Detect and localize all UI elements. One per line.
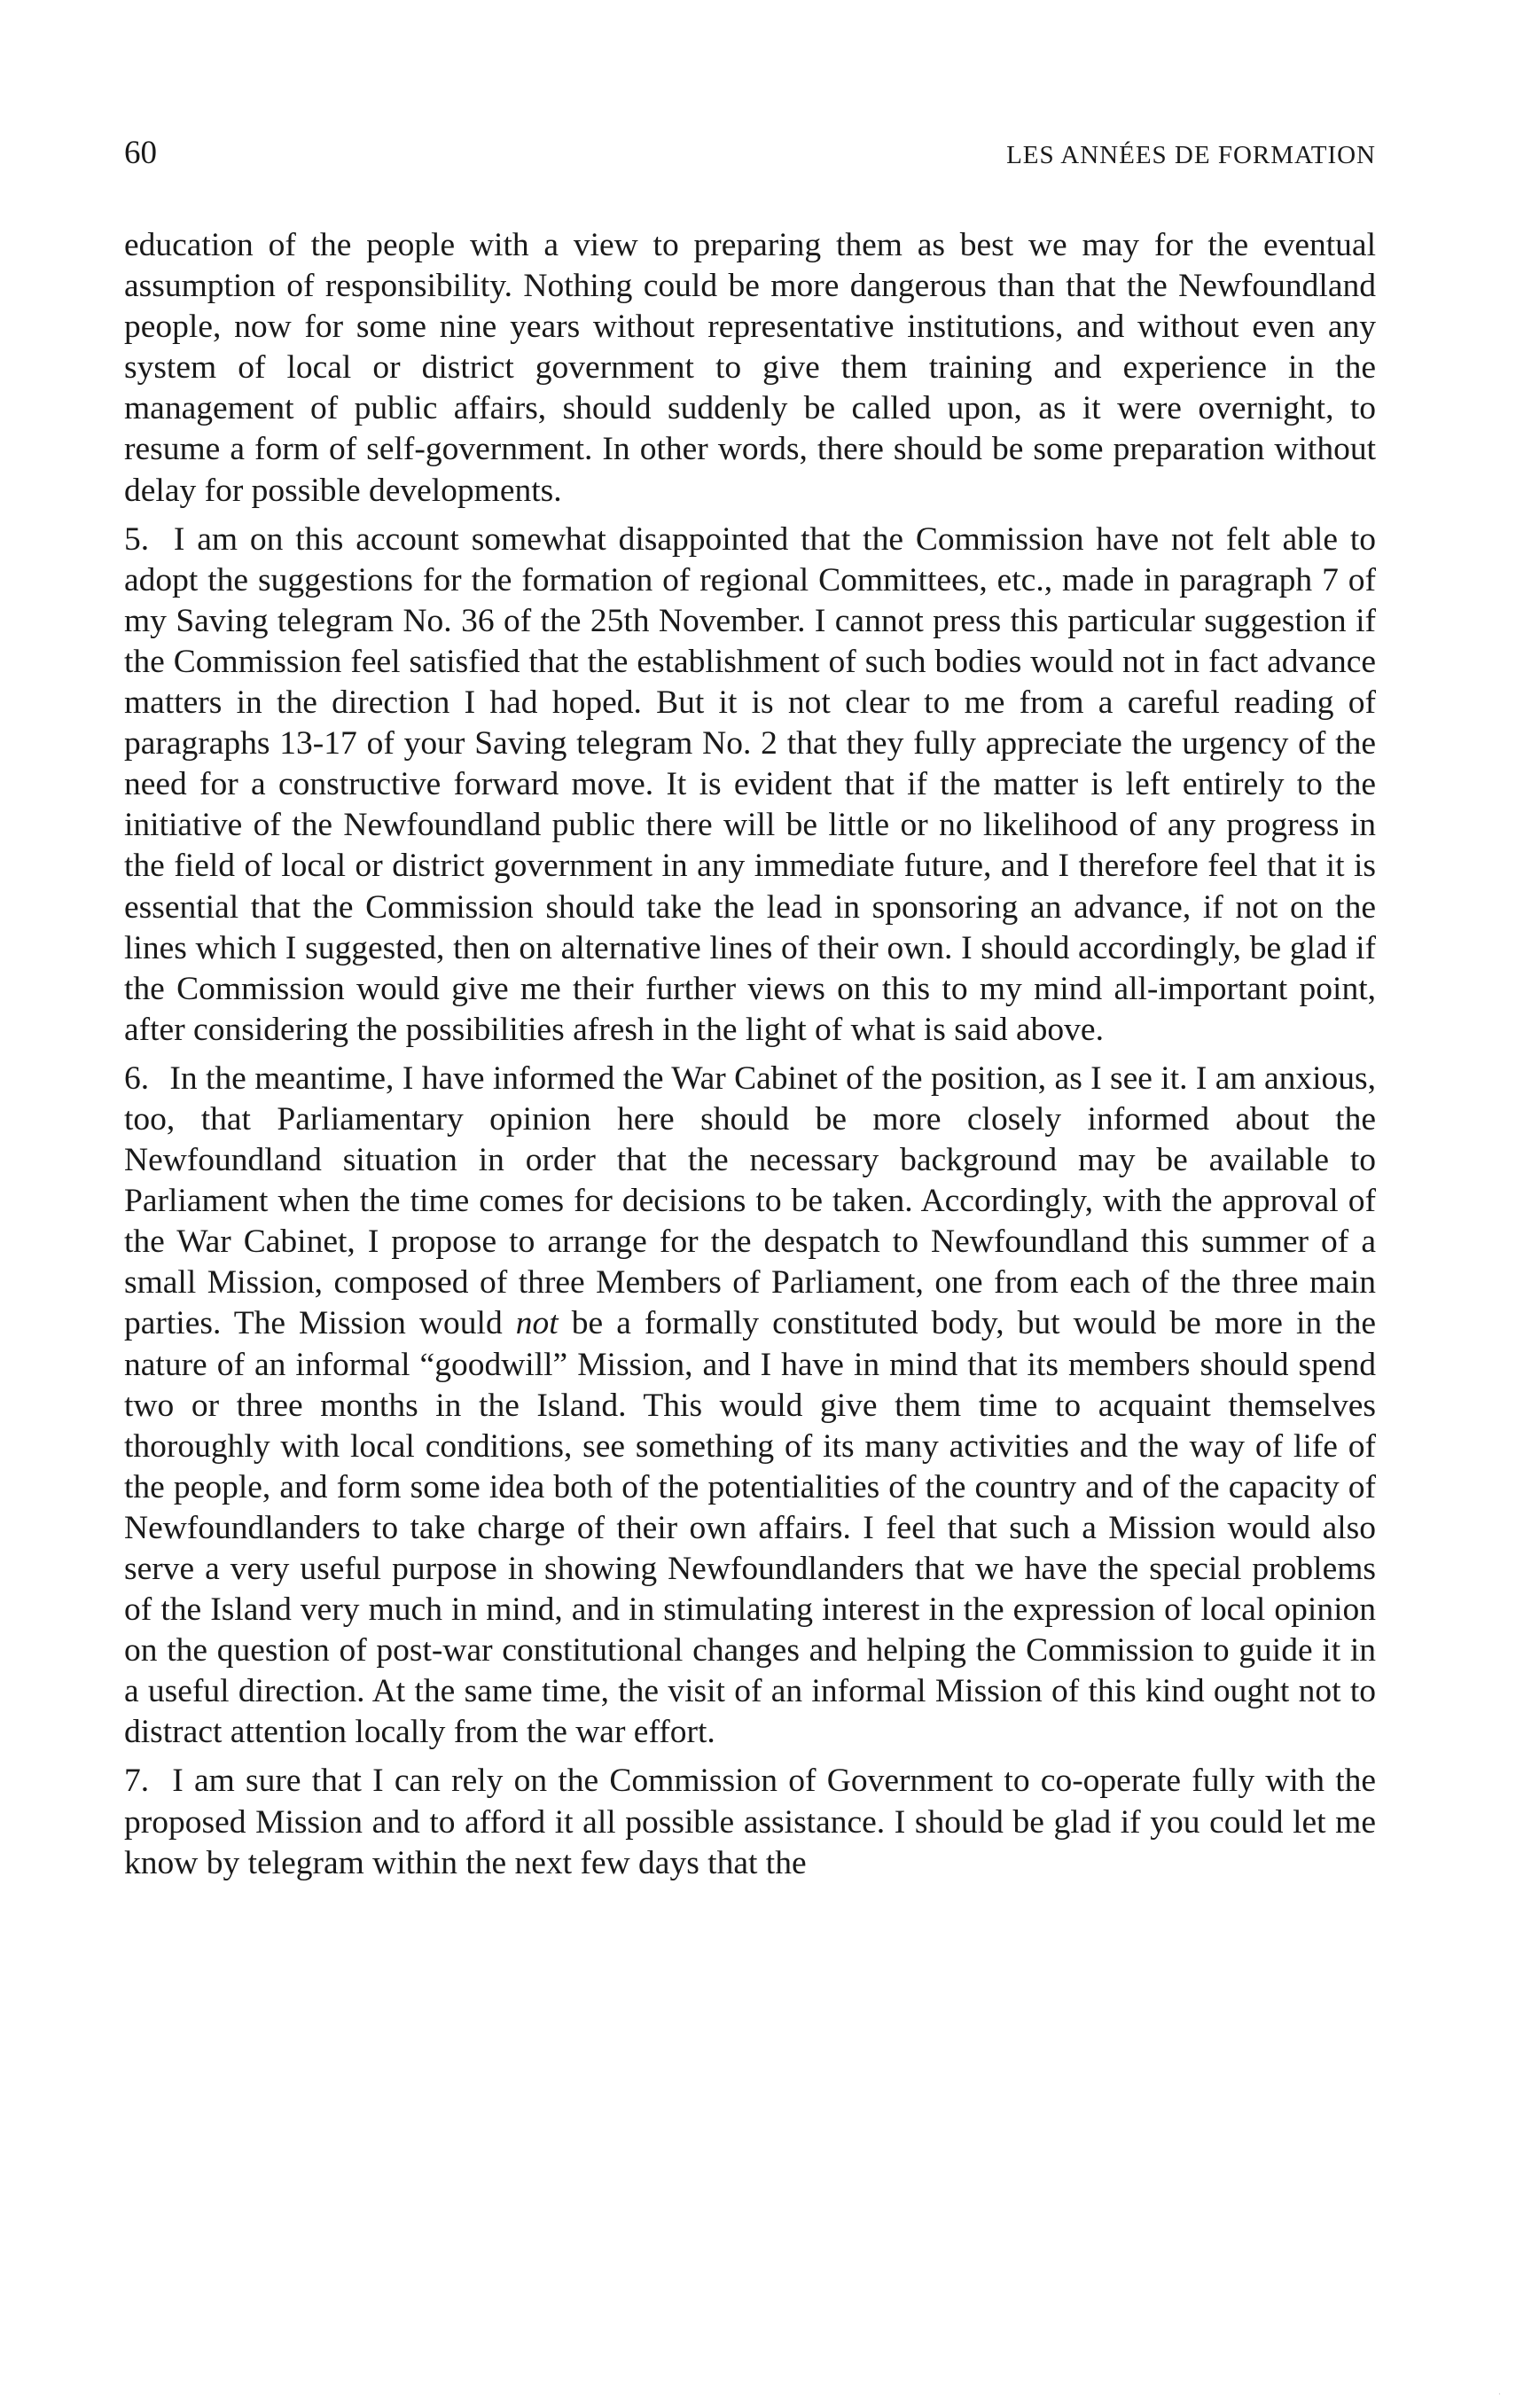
page-number: 60: [124, 135, 157, 171]
paragraph-6: [124, 1059, 1376, 1754]
emphasis-text: not: [515, 1305, 559, 1342]
paragraph-continued: [124, 225, 1376, 512]
paragraph-7: [124, 1761, 1376, 1883]
scan-mark: ·: [1498, 2390, 1501, 2398]
running-title: LES ANNÉES DE FORMATION: [1006, 141, 1376, 169]
paragraph-text: education of the people with a view to preparing them as best we may for the eventual assumption of responsibility. Nothing could be more dangerous than that the Newfoundland people, now for some nine years without representative institutions, and without even any system of local or district government to give them training and experience in the management of public affairs, should suddenly be called upon, as it were overnight, to resume a form of self-government. In other words, there should be some preparation without delay for possible developments.: [124, 227, 1376, 509]
paragraph-5: [124, 520, 1376, 1051]
paragraph-text: In the meantime, I have informed the War Cabinet of the position, as I see it. I am anxious, too, that Parliamentary opinion here should be more closely informed about the Newfoundland situation in order that the necessary background may be available to Parliament when the time comes for decisions to be taken. Accordingly, with the approval of the War Cabinet, I propose to arrange for the despatch to Newfoundland this summer of a small Mission, composed of three Members of Parliament, one from each of the three main parties. The Mission would: [124, 1059, 1377, 1342]
paragraph-number: 6.: [124, 1059, 150, 1097]
running-header: [124, 131, 1376, 176]
paragraph-text: I am sure that I can rely on the Commission of Government to co-operate fully with the proposed Mission and to afford it all possible assistance. I should be glad if you could let me know by telegram within the next few days that the: [124, 1763, 1377, 1881]
body-text: [124, 225, 1376, 1884]
paragraph-number: 5.: [124, 520, 150, 558]
paragraph-text: I am on this account somewhat disappointed that the Commission have not felt able to adopt the suggestions for the formation of regional Committees, etc., made in paragraph 7 of my Saving telegram No. 36 of the 25th November. I cannot press this particular suggestion if the Commission feel satisfied that the establishment of such bodies would not in fact advance matters in the direction I had hoped. But it is not clear to me from a careful reading of paragraphs 13-17 of your Saving telegram No. 2 that they fully appreciate the urgency of the need for a constructive forward move. It is evident that if the matter is left entirely to the initiative of the Newfoundland public there will be little or no likelihood of any progress in the field of local or district government in any immediate future, and I therefore feel that it is essential that the Commission should take the lead in sponsoring an advance, if not on the lines which I suggested, then on alternative lines of their own. I should accordingly, be glad if the Commission would give me their further views on this to my mind all-important point, after considering the possibilities afresh in the light of what is said above.: [124, 520, 1377, 1048]
paragraph-number: 7.: [124, 1763, 150, 1800]
paragraph-text-continued: be a formally constituted body, but would be more in the nature of an informal “goodwill” Mission, and I have in mind that its members should spend two or three months in the Island. This would give them time to acquaint themselves thoroughly with local conditions, see something of its many activities and the way of life of the people, and form some idea both of the potentialities of the country and of the capacity of Newfoundlanders to take charge of their own affairs. I feel that such a Mission would also serve a very useful purpose in showing Newfoundlanders that we have the special problems of the Island very much in mind, and in stimulating interest in the expression of local opinion on the question of post-war constitutional changes and helping the Commission to guide it in a useful direction. At the same time, the visit of an informal Mission of this kind ought not to distract attention locally from the war effort.: [124, 1305, 1376, 1751]
